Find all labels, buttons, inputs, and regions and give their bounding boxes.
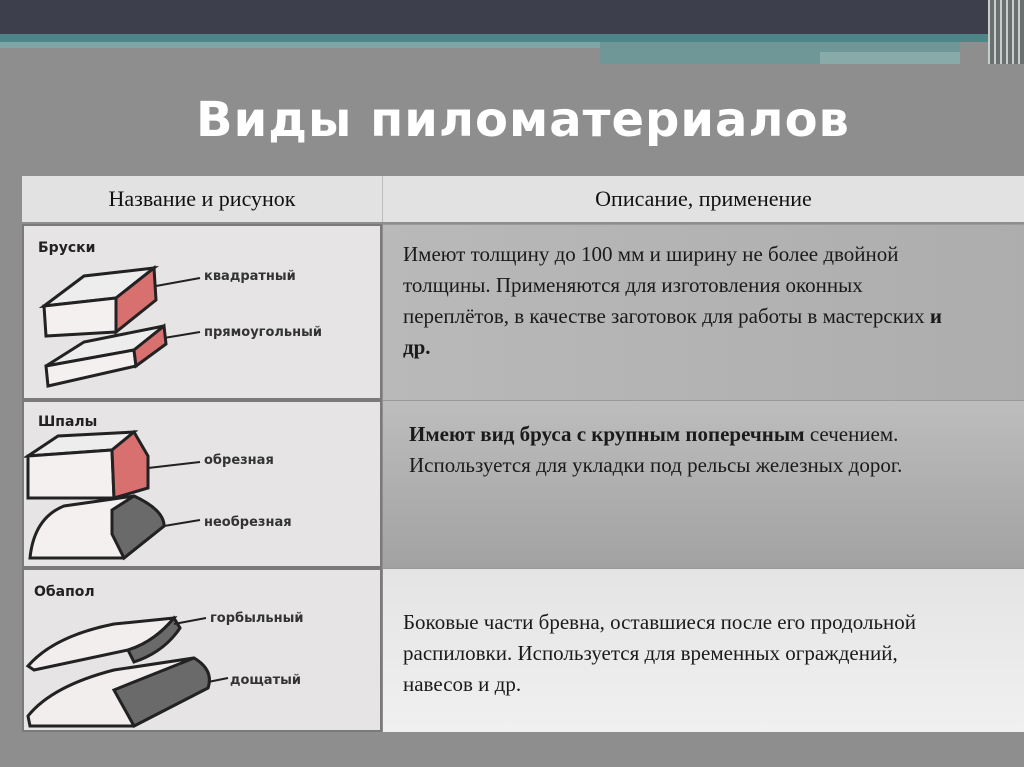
- slide-corner-stripes: [988, 0, 1024, 64]
- lumber-types-table: [22, 176, 1024, 732]
- bars-illustration-cell: [22, 224, 382, 400]
- header-description-usage: Описание, применение: [383, 176, 1024, 222]
- sleepers-label-trimmed: обрезная: [204, 453, 274, 468]
- bars-description: Имеют толщину до 100 мм и ширину не более двойной толщины. Применяются для изготовления оконных переплётов, в качестве заготовок для работы в мастерских и др.: [403, 242, 942, 359]
- slide-top-bar: [0, 0, 1024, 34]
- sleepers-illustration-cell: [22, 400, 382, 568]
- slab-illustration-cell: [22, 568, 382, 732]
- bars-label-rectangular: прямоугольный: [204, 325, 322, 340]
- bars-illustration: [24, 226, 380, 398]
- slide-title: Виды пиломатериалов: [196, 92, 850, 148]
- slide-accent-stripe-light: [0, 42, 600, 48]
- sleepers-label-untrimmed: необрезная: [204, 515, 292, 530]
- bars-heading: Бруски: [38, 240, 96, 256]
- slab-heading: Обапол: [34, 584, 95, 600]
- slab-label-slab: горбыльный: [210, 611, 304, 626]
- sleepers-heading: Шпалы: [38, 414, 98, 430]
- bars-description-cell: [383, 224, 1024, 400]
- sleepers-description: Имеют вид бруса с крупным поперечным сечением. Используется для укладки под рельсы железных дорог.: [409, 422, 903, 477]
- bars-label-square: квадратный: [204, 269, 296, 284]
- sleepers-description-cell: [383, 400, 1024, 568]
- slab-label-plank: дощатый: [230, 673, 301, 688]
- slab-illustration: [24, 570, 380, 730]
- slab-description: Боковые части бревна, оставшиеся после его продольной распиловки. Используется для временных ограждений, навесов и др.: [403, 610, 917, 696]
- header-name-and-picture: Название и рисунок: [22, 176, 383, 222]
- slide-accent-block-light: [820, 52, 960, 64]
- slide-accent-stripe: [0, 34, 1000, 42]
- slab-description-cell: [383, 568, 1024, 732]
- sleepers-illustration: [24, 402, 380, 566]
